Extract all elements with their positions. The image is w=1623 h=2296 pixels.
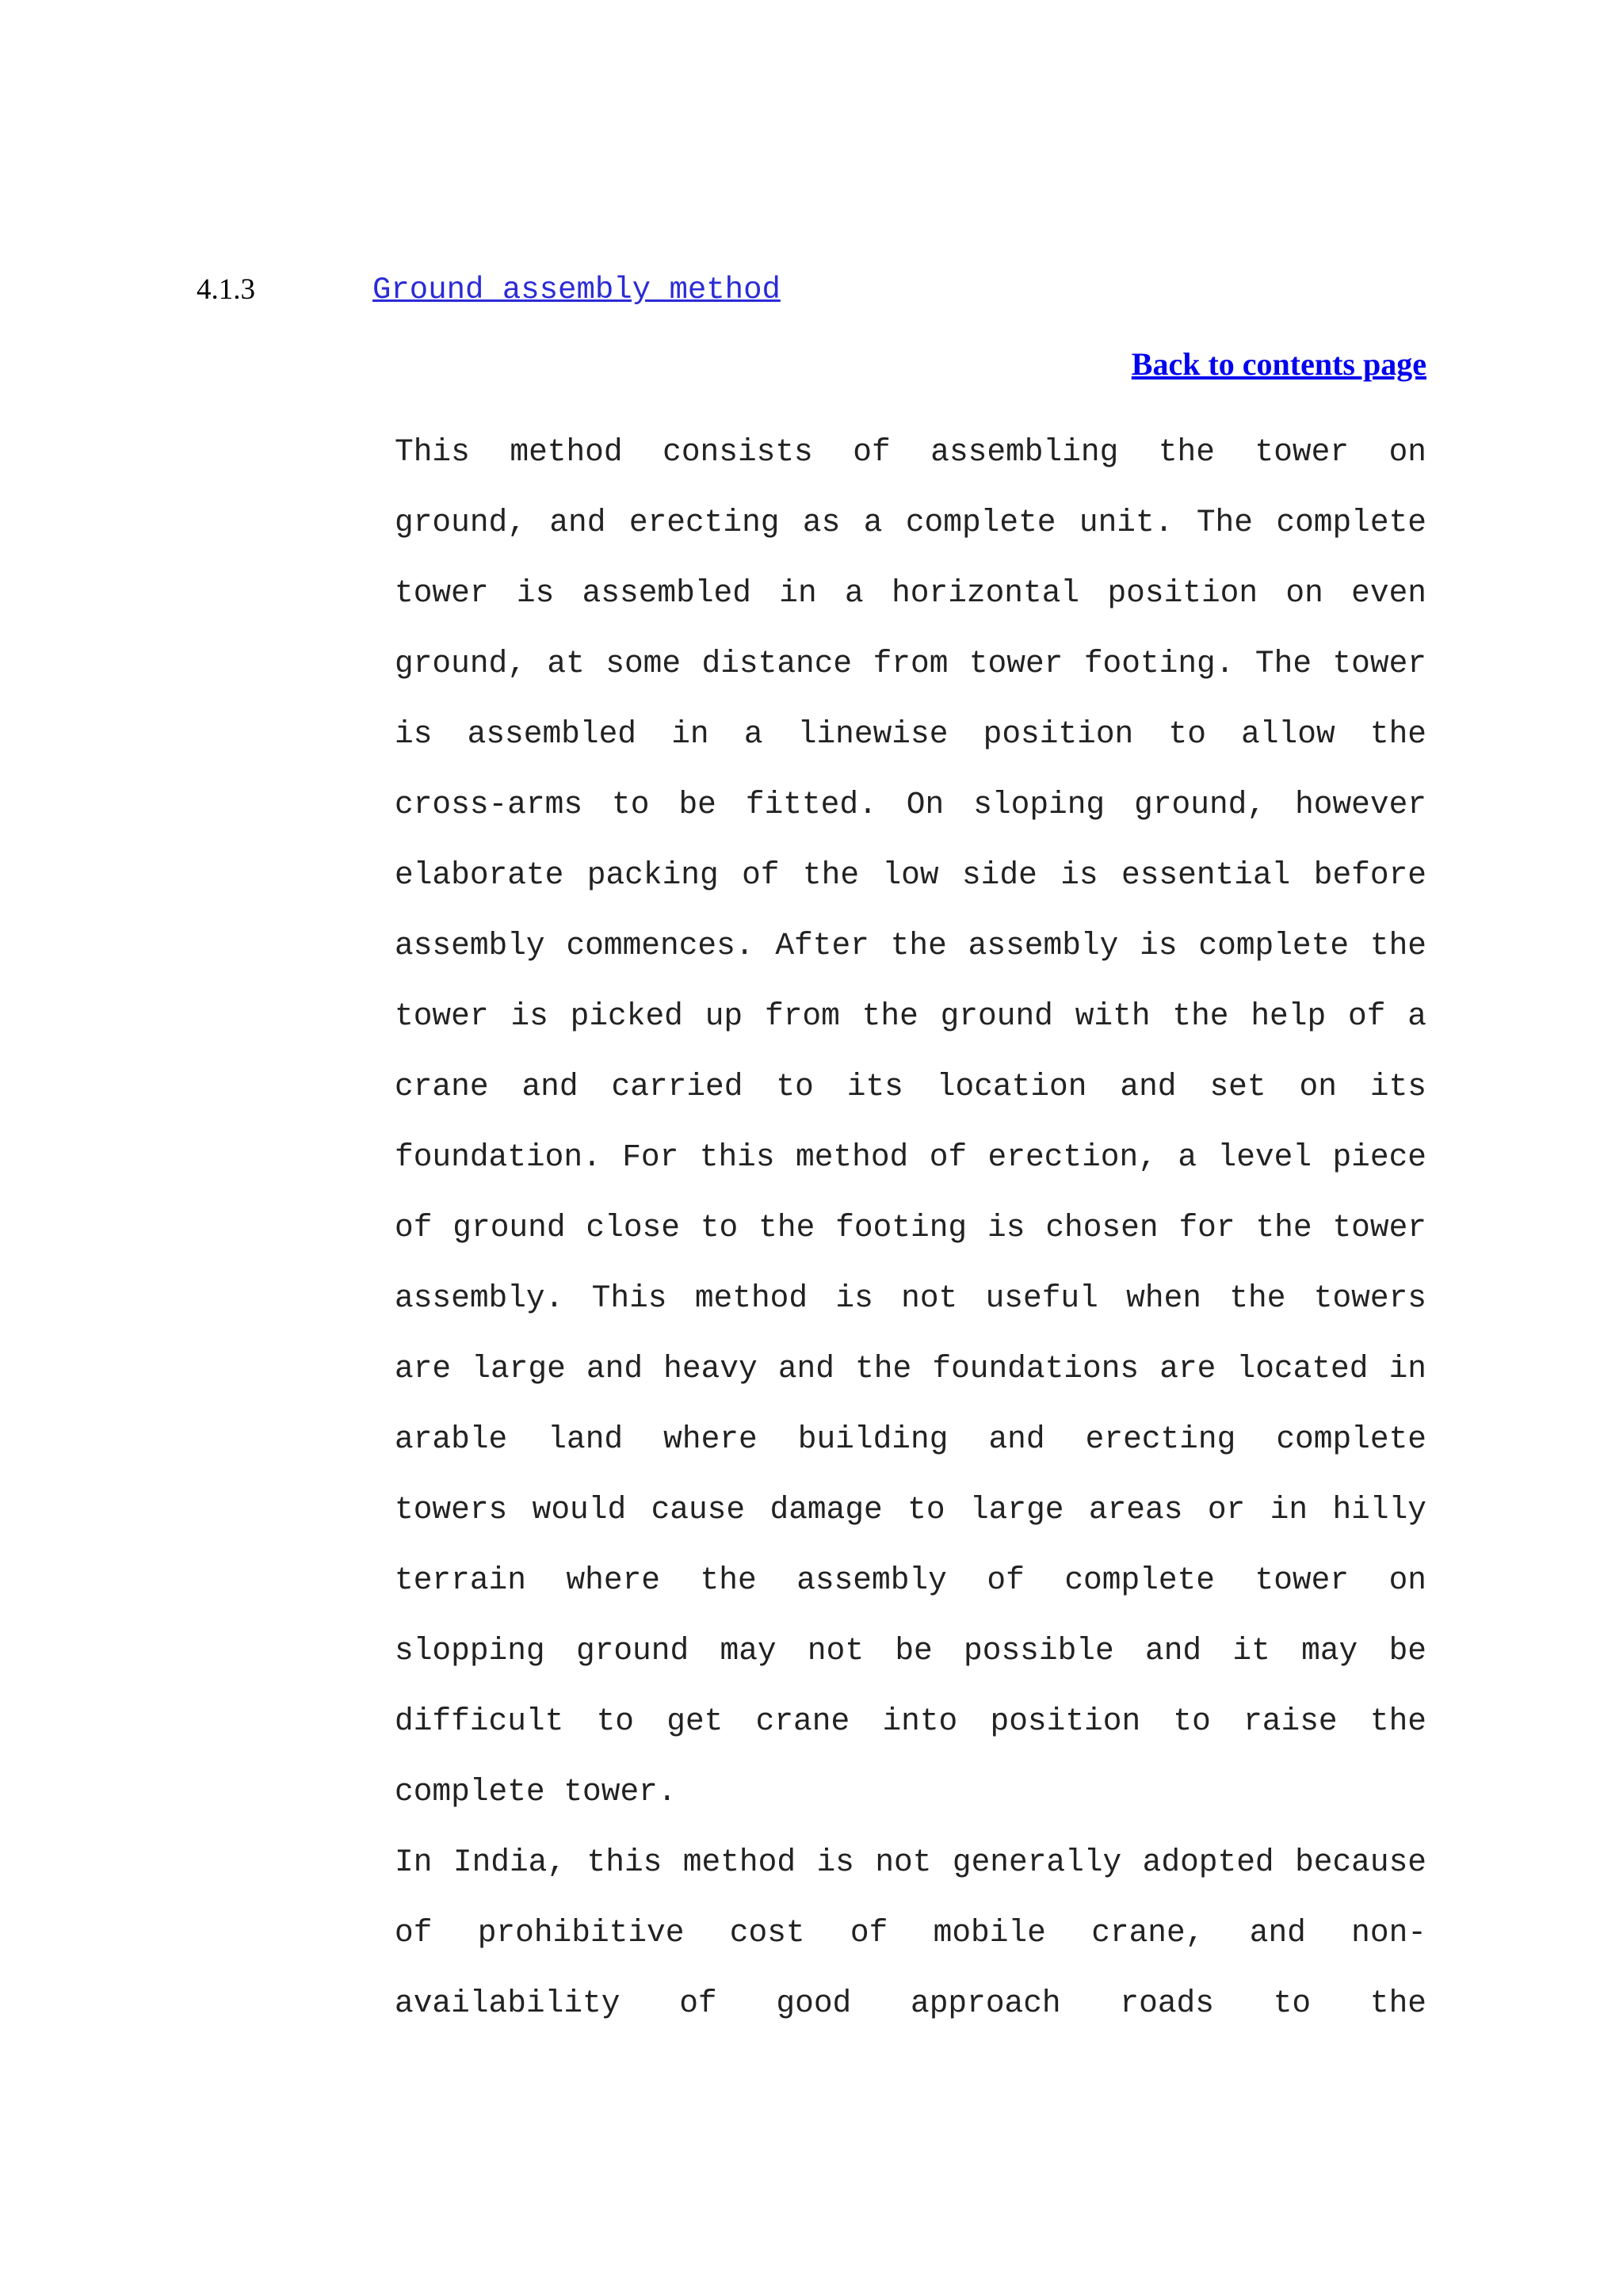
section-number: 4.1.3	[197, 273, 255, 306]
paragraph: In India, this method is not generally adopted because of prohibitive cost of mobile crane, and non-availability of good approach roads to the	[395, 1844, 1426, 2021]
section-heading	[197, 268, 1433, 312]
paragraph: This method consists of assembling the tower on ground, and erecting as a complete unit. The complete tower is assembled in a horizontal position on even ground, at some distance from tower footing. The tower is assembled in a linewise position to allow the cross-arms to be fitted. On sloping ground, however elaborate packing of the low side is essential before assembly commences. After the assembly is complete the tower is picked up from the ground with the help of a crane and carried to its location and set on its foundation. For this method of erection, a level piece of ground close to the footing is chosen for the tower assembly. This method is not useful when the towers are large and heavy and the foundations are located in arable land where building and erecting complete towers would cause damage to large areas or in hilly terrain where the assembly of complete tower on slopping ground may not be possible and it may be difficult to get crane into position to raise the complete tower.	[395, 434, 1426, 1810]
back-to-contents-link[interactable]: Back to contents page	[1131, 346, 1426, 382]
body-text	[395, 417, 1426, 2039]
section-title-link[interactable]: Ground assembly method	[372, 273, 781, 307]
